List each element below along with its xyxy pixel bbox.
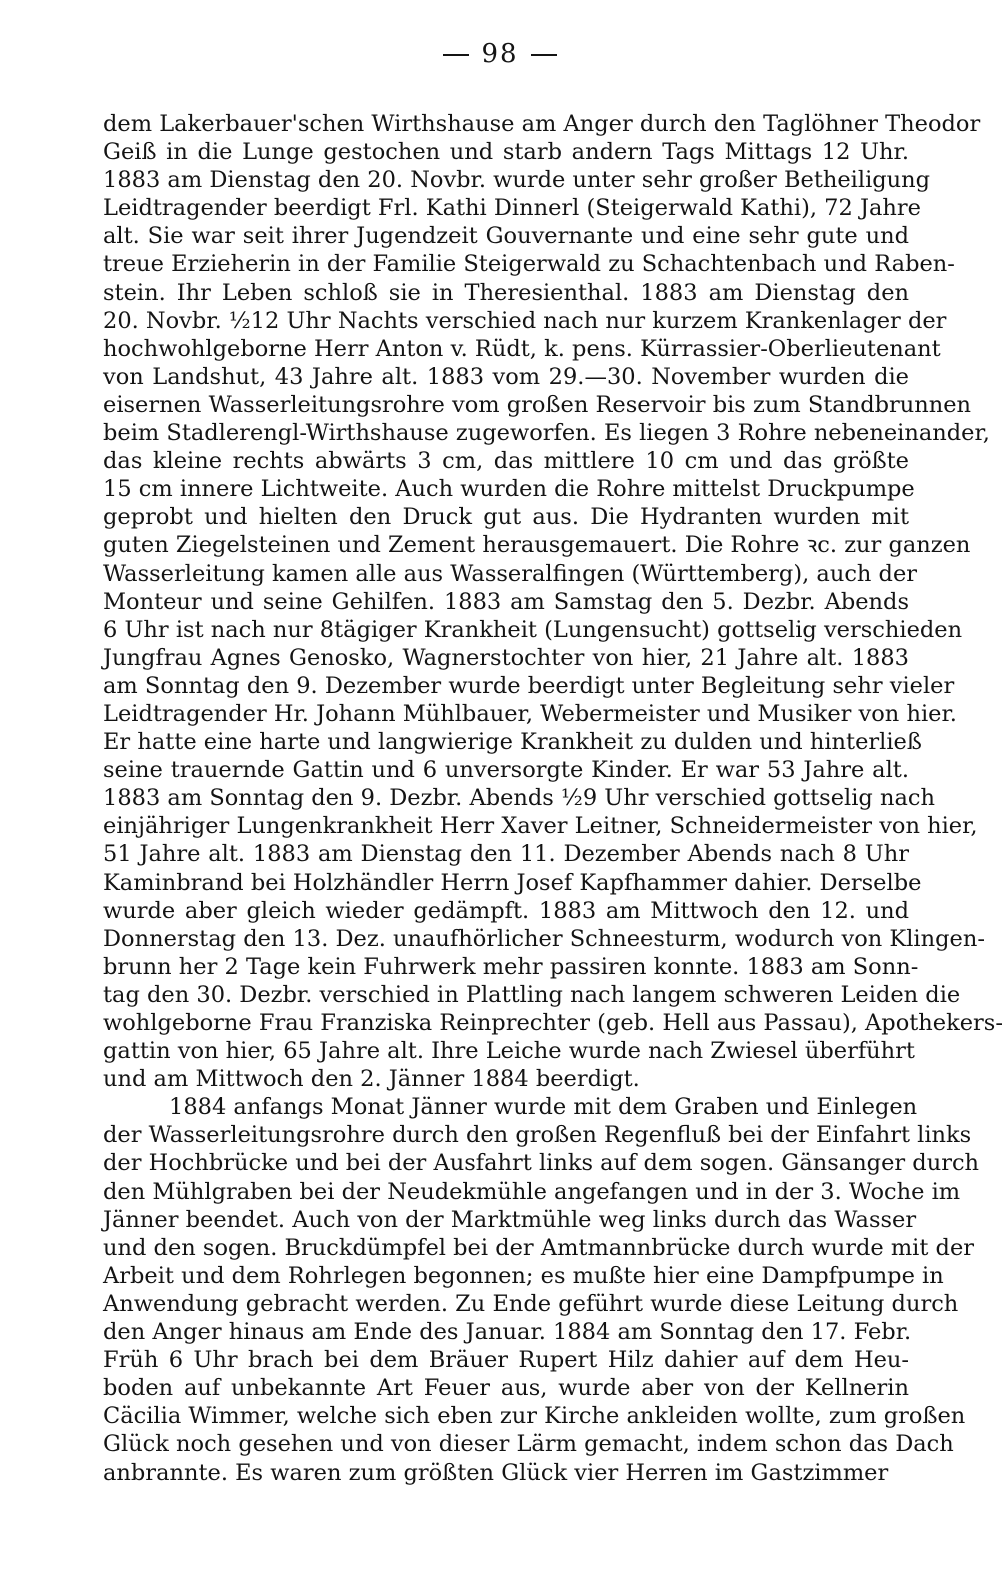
- page-number-header: [0, 38, 1000, 70]
- text-line: Jungfrau Agnes Genosko, Wagnerstochter von hier, 21 Jahre alt. 1883: [103, 644, 909, 671]
- text-line: wohlgeborne Frau Franziska Reinprechter (geb. Hell aus Passau), Apothekers-: [103, 1010, 1003, 1036]
- text-line: 1883 am Dienstag den 20. Novbr. wurde unter sehr großer Betheiligung: [103, 167, 931, 194]
- text-line: der Hochbrücke und bei der Ausfahrt links auf dem sogen. Gänsanger durch: [103, 1150, 980, 1177]
- text-line: alt. Sie war seit ihrer Jugendzeit Gouvernante und eine sehr gute und: [103, 223, 909, 250]
- text-line: Arbeit und dem Rohrlegen begonnen; es mußte hier eine Dampfpumpe in: [103, 1262, 944, 1289]
- text-line: hochwohlgeborne Herr Anton v. Rüdt, k. pens. Kürrassier-Oberlieutenant: [103, 335, 941, 362]
- text-line: von Landshut, 43 Jahre alt. 1883 vom 29.—30. November wurden die: [103, 363, 909, 390]
- text-line: 20. Novbr. ½12 Uhr Nachts verschied nach nur kurzem Krankenlager der: [103, 307, 947, 334]
- text-line: das kleine rechts abwärts 3 cm, das mittlere 10 cm und das größte: [103, 448, 909, 475]
- dash-left: [443, 54, 469, 56]
- text-line: Leidtragender beerdigt Frl. Kathi Dinnerl (Steigerwald Kathi), 72 Jahre: [103, 195, 921, 222]
- text-line: den Anger hinaus am Ende des Januar. 1884 am Sonntag den 17. Febr.: [103, 1319, 912, 1346]
- text-line: 1884 anfangs Monat Jänner wurde mit dem Graben und Einlegen: [169, 1094, 918, 1121]
- text-line: 51 Jahre alt. 1883 am Dienstag den 11. Dezember Abends nach 8 Uhr: [103, 841, 909, 868]
- dash-right: [531, 54, 557, 56]
- text-line: Er hatte eine harte und langwierige Krankheit zu dulden und hinterließ: [103, 729, 922, 756]
- text-line: seine trauernde Gattin und 6 unversorgte Kinder. Er war 53 Jahre alt.: [103, 757, 909, 784]
- text-line: 15 cm innere Lichtweite. Auch wurden die Rohre mittelst Druckpumpe: [103, 476, 915, 503]
- text-line: Anwendung gebracht werden. Zu Ende geführt wurde diese Leitung durch: [103, 1290, 959, 1317]
- text-line: Cäcilia Wimmer, welche sich eben zur Kirche ankleiden wollte, zum großen: [103, 1403, 966, 1430]
- text-line: tag den 30. Dezbr. verschied in Plattling nach langem schweren Leiden die: [103, 981, 961, 1008]
- text-line: 6 Uhr ist nach nur 8tägiger Krankheit (Lungensucht) gottselig verschieden: [103, 616, 963, 643]
- text-line: Geiß in die Lunge gestochen und starb andern Tags Mittags 12 Uhr.: [103, 139, 909, 166]
- text-line: brunn her 2 Tage kein Fuhrwerk mehr passiren konnte. 1883 am Sonn-: [103, 953, 919, 980]
- text-line: den Mühlgraben bei der Neudekmühle angefangen und in der 3. Woche im: [103, 1178, 961, 1205]
- text-line: 1883 am Sonntag den 9. Dezbr. Abends ½9 Uhr verschied gottselig nach: [103, 785, 935, 812]
- body-text: [103, 110, 1003, 1487]
- text-line: boden auf unbekannte Art Feuer aus, wurde aber von der Kellnerin: [103, 1375, 909, 1402]
- text-line: anbrannte. Es waren zum größten Glück vier Herren im Gastzimmer: [103, 1459, 889, 1486]
- text-line: wurde aber gleich wieder gedämpft. 1883 am Mittwoch den 12. und: [103, 897, 909, 924]
- text-line: Glück noch gesehen und von dieser Lärm gemacht, indem schon das Dach: [103, 1431, 954, 1458]
- text-line: am Sonntag den 9. Dezember wurde beerdigt unter Begleitung sehr vieler: [103, 672, 955, 699]
- text-line: und am Mittwoch den 2. Jänner 1884 beerdigt.: [103, 1066, 640, 1093]
- page-number: 98: [481, 39, 519, 69]
- text-line: einjähriger Lungenkrankheit Herr Xaver Leitner, Schneidermeister von hier,: [103, 813, 978, 840]
- text-line: beim Stadlerengl-Wirthshause zugeworfen. Es liegen 3 Rohre nebeneinander,: [103, 420, 990, 447]
- text-line: Jänner beendet. Auch von der Marktmühle weg links durch das Wasser: [103, 1206, 917, 1233]
- text-line: treue Erzieherin in der Familie Steigerwald zu Schachtenbach und Raben-: [103, 251, 955, 278]
- text-line: eisernen Wasserleitungsrohre vom großen Reservoir bis zum Standbrunnen: [103, 391, 972, 418]
- text-line: dem Lakerbauer'schen Wirthshause am Anger durch den Taglöhner Theodor: [103, 111, 981, 137]
- text-line: geprobt und hielten den Druck gut aus. Die Hydranten wurden mit: [103, 504, 909, 531]
- text-line: Kaminbrand bei Holzhändler Herrn Josef Kapfhammer dahier. Derselbe: [103, 869, 922, 896]
- text-line: Früh 6 Uhr brach bei dem Bräuer Rupert Hilz dahier auf dem Heu-: [103, 1347, 909, 1374]
- text-line: Leidtragender Hr. Johann Mühlbauer, Webermeister und Musiker von hier.: [103, 700, 957, 727]
- text-line: der Wasserleitungsrohre durch den großen Regenfluß bei der Einfahrt links: [103, 1122, 972, 1149]
- text-line: und den sogen. Bruckdümpfel bei der Amtmannbrücke durch wurde mit der: [103, 1234, 975, 1261]
- text-line: gattin von hier, 65 Jahre alt. Ihre Leiche wurde nach Zwiesel überführt: [103, 1038, 915, 1065]
- text-line: guten Ziegelsteinen und Zement herausgemauert. Die Rohre ꝛc. zur ganzen: [103, 532, 971, 559]
- text-line: stein. Ihr Leben schloß sie in Theresienthal. 1883 am Dienstag den: [103, 279, 909, 306]
- text-line: Donnerstag den 13. Dez. unaufhörlicher Schneesturm, wodurch von Klingen-: [103, 925, 985, 952]
- text-line: Wasserleitung kamen alle aus Wasseralfingen (Württemberg), auch der: [103, 560, 918, 587]
- text-line: Monteur und seine Gehilfen. 1883 am Samstag den 5. Dezbr. Abends: [103, 588, 909, 615]
